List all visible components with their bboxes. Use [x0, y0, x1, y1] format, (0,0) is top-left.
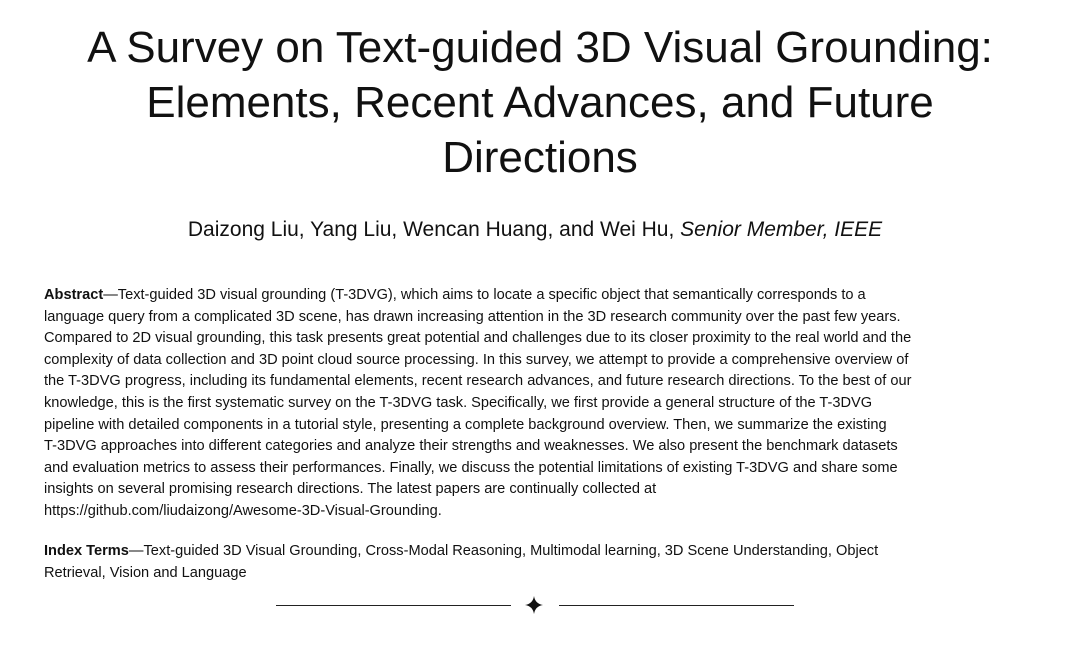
section-separator: [276, 592, 794, 618]
paper-title: [0, 20, 1080, 185]
abstract-line: complexity of data collection and 3D point cloud source processing. In this survey, we attempt to provide a comprehensive overview of: [44, 351, 909, 368]
abstract-text: —Text-guided 3D visual grounding (T-3DVG), which aims to locate a specific object that semantically corresponds to a: [103, 287, 866, 303]
abstract: [44, 285, 1044, 523]
separator-rule-right: [559, 605, 794, 606]
abstract-line: T-3DVG approaches into different categories and analyze their strengths and weaknesses. We also present the benchmark datasets: [44, 438, 898, 455]
author-membership: Senior Member, IEEE: [680, 218, 883, 241]
abstract-line: [44, 285, 1044, 307]
abstract-label: Abstract: [44, 287, 104, 303]
abstract-url: https://github.com/liudaizong/Awesome-3D-Visual-Grounding.: [44, 502, 442, 519]
title-line-3: Directions: [442, 133, 638, 182]
abstract-line: knowledge, this is the first systematic survey on the T-3DVG task. Specifically, we first provide a general structure of the T-3DVG: [44, 394, 873, 411]
title-line-1: A Survey on Text-guided 3D Visual Grounding:: [87, 23, 993, 72]
index-terms-line: [44, 541, 1044, 563]
abstract-line: the T-3DVG progress, including its fundamental elements, recent research advances, and future research directions. To the best of our: [44, 373, 912, 390]
author-line: [0, 216, 1070, 244]
abstract-line: insights on several promising research directions. The latest papers are continually collected at: [44, 481, 657, 498]
abstract-line: and evaluation metrics to assess their performances. Finally, we discuss the potential limitations of existing T-3DVG and share some: [44, 459, 898, 476]
four-point-star-icon: [521, 594, 547, 616]
index-terms-label: Index Terms: [44, 543, 129, 559]
author-names: Daizong Liu, Yang Liu, Wencan Huang, and Wei Hu,: [187, 218, 675, 241]
index-terms-line: Retrieval, Vision and Language: [44, 564, 247, 581]
abstract-line: language query from a complicated 3D scene, has drawn increasing attention in the 3D research community over the past few years.: [44, 308, 901, 325]
abstract-line: Compared to 2D visual grounding, this task presents great potential and challenges due to its closer proximity to the real world and the: [44, 330, 912, 347]
separator-rule-left: [276, 605, 511, 606]
title-line-2: Elements, Recent Advances, and Future: [146, 78, 934, 127]
abstract-line: pipeline with detailed components in a tutorial style, presenting a complete background overview. Then, we summarize the existing: [44, 416, 887, 433]
index-terms-text: —Text-guided 3D Visual Grounding, Cross-Modal Reasoning, Multimodal learning, 3D Scene Understanding, Object: [128, 543, 879, 559]
index-terms: [44, 541, 1044, 584]
